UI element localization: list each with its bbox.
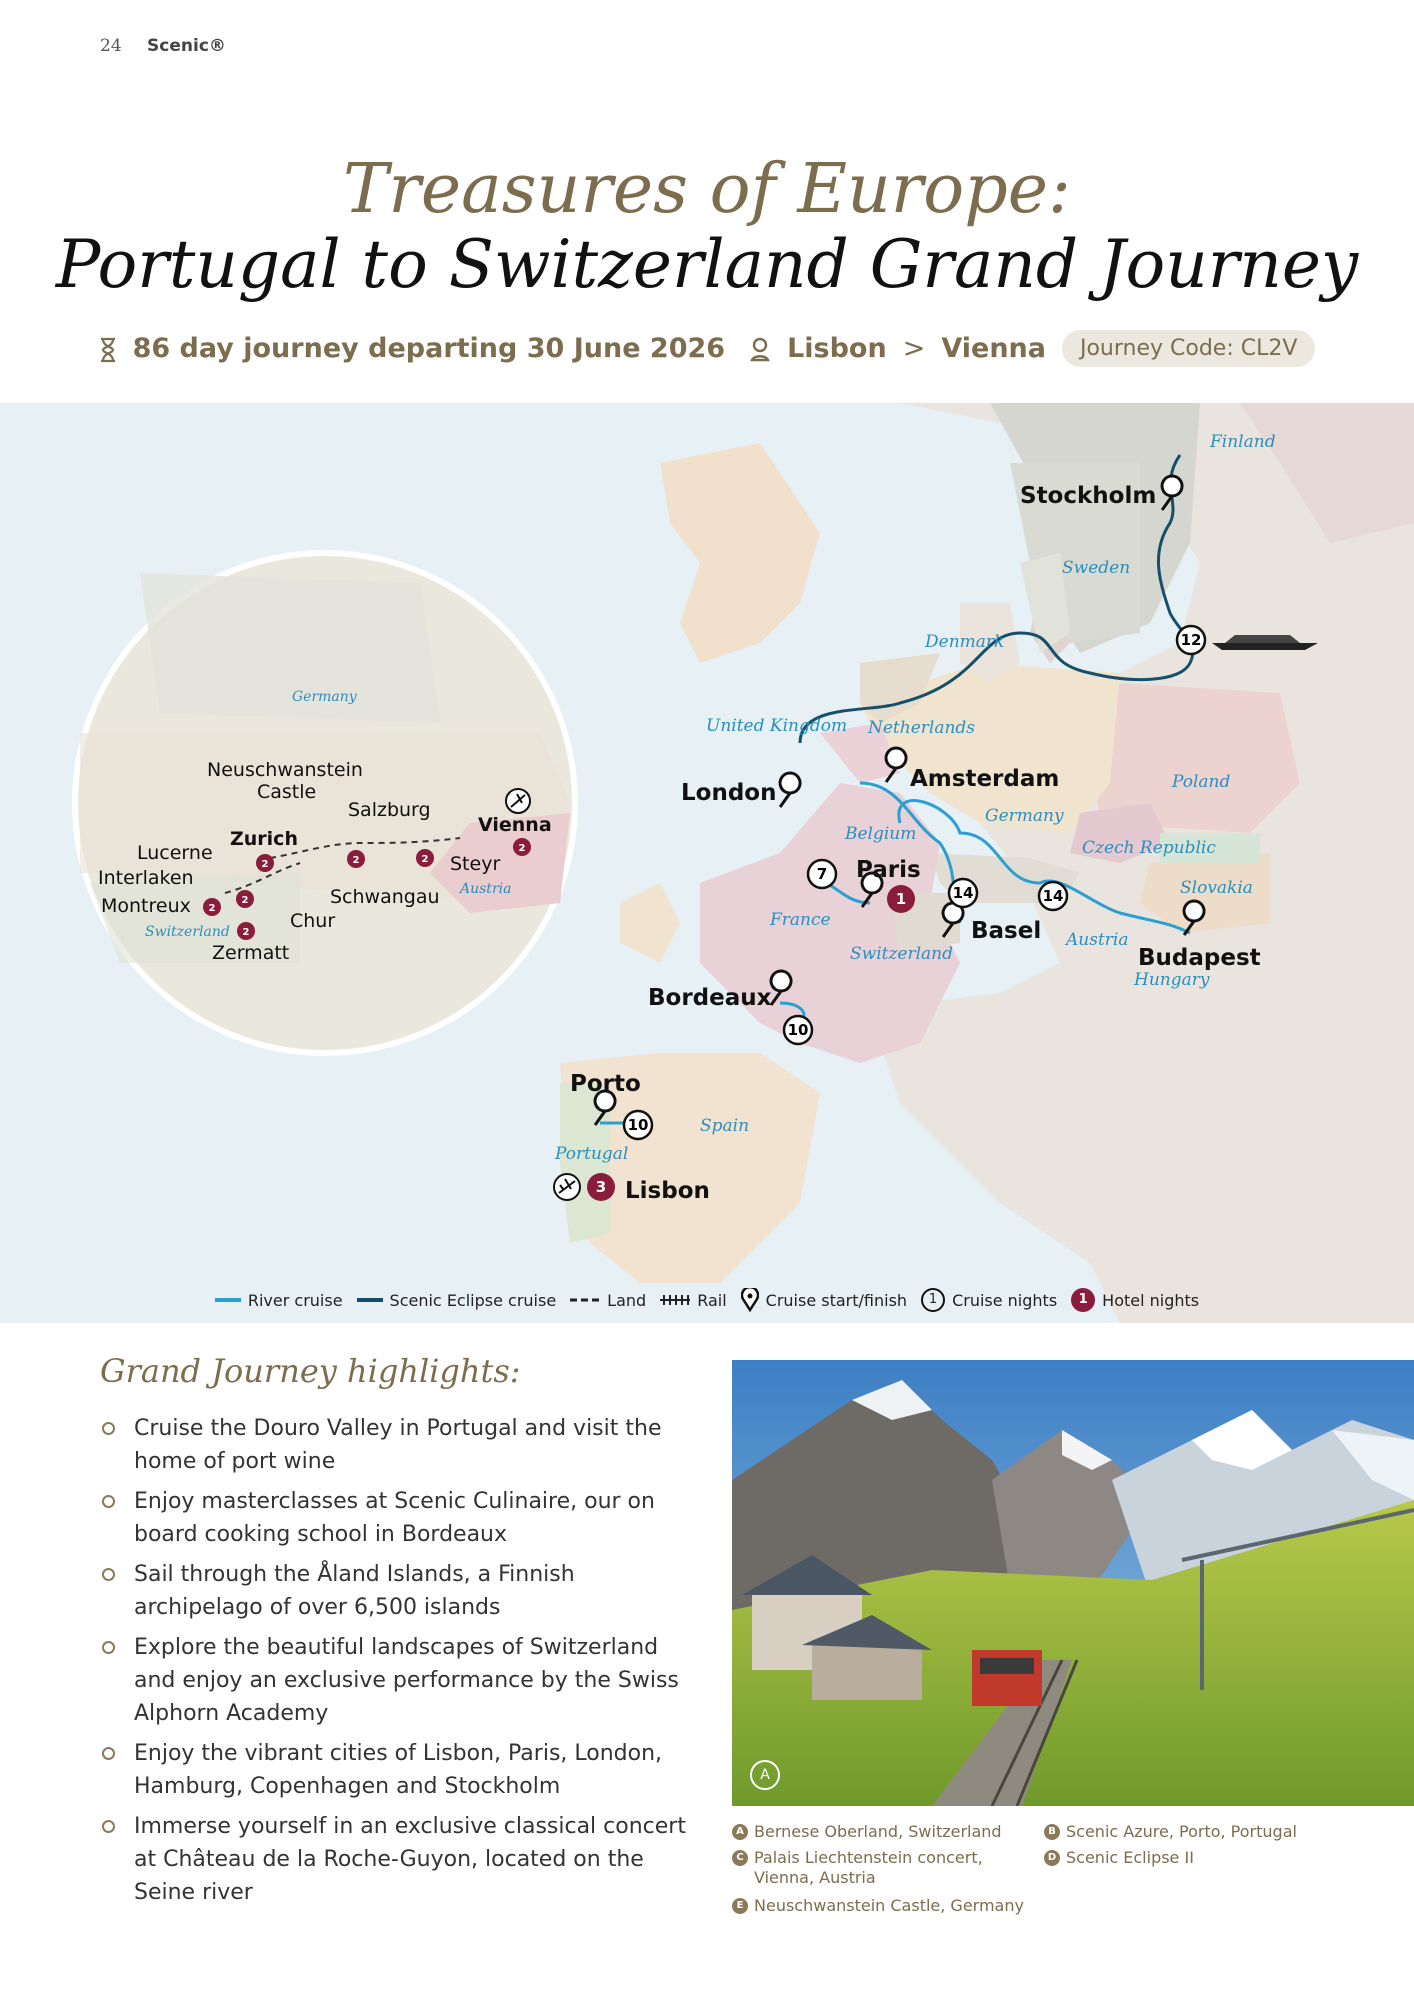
city-amsterdam: Amsterdam [910,766,1060,792]
highlight-item: Enjoy masterclasses at Scenic Culinaire, our on board cooking school in Bordeaux [100,1485,700,1551]
label-spain: Spain [700,1116,750,1136]
inset-hotel-salzburg: 2 [421,854,429,865]
inset-city-zermatt: Zermatt [212,942,290,964]
cruise-nights-budapest: 14 [1042,887,1064,905]
cruise-nights-basel: 14 [952,884,974,902]
highlight-item: Enjoy the vibrant cities of Lisbon, Paris, London, Hamburg, Copenhagen and Stockholm [100,1737,700,1803]
journey-meta [0,330,1414,367]
caption-b [1044,1822,1404,1842]
legend-land [570,1291,646,1310]
legend-start [741,1288,907,1312]
label-finland: Finland [1210,432,1276,452]
photo-marker: A [750,1760,780,1790]
inset-airplane-icon [506,789,530,813]
journey-duration: 86 day journey departing 30 June 2026 [132,333,726,364]
brand-name: Scenic® [147,36,226,56]
legend-cruise-nights [921,1288,1057,1312]
page-header [100,36,226,56]
city-budapest: Budapest [1138,945,1261,971]
label-switzerland: Switzerland [850,944,954,964]
inset-map [75,553,575,1053]
legend-hotel-nights [1071,1288,1199,1312]
hotel-nights-lisbon: 3 [595,1178,607,1196]
cruise-nights-stockholm: 12 [1180,631,1202,649]
inset-hotel-montreux: 2 [208,903,216,914]
inset-hotel-interlaken: 2 [241,895,249,906]
highlight-item: Cruise the Douro Valley in Portugal and visit the home of port wine [100,1412,700,1478]
label-sweden: Sweden [1062,558,1131,578]
city-porto: Porto [570,1071,641,1097]
highlight-item: Immerse yourself in an exclusive classical concert at Château de la Roche-Guyon, located on the Seine river [100,1810,700,1909]
page-number: 24 [100,36,122,56]
inset-city-montreux: Montreux [101,895,191,917]
caption-text: Palais Liechtenstein concert, Vienna, Austria [754,1848,983,1887]
caption-badge: E [732,1898,748,1914]
city-basel: Basel [971,918,1042,944]
inset-city-lucerne: Lucerne [137,842,213,864]
label-uk: United Kingdom [706,716,848,736]
inset-city-schwangau: Schwangau [330,886,440,908]
legend-eclipse [357,1291,557,1310]
caption-text: Neuschwanstein Castle, Germany [754,1896,1024,1915]
inset-city-zurich: Zurich [230,828,298,850]
city-lisbon: Lisbon [625,1178,710,1204]
journey-to: Vienna [941,333,1046,364]
legend-eclipse-label: Scenic Eclipse cruise [389,1290,557,1310]
europe-map [0,403,1414,1323]
journey-code: Journey Code: CL2V [1062,330,1315,367]
inset-label-austria: Austria [460,881,512,897]
highlights-list [100,1412,700,1916]
legend-hotel-badge: 1 [1071,1288,1095,1312]
legend-hotel-nights-label: Hotel nights [1102,1290,1200,1310]
highlight-item: Sail through the Åland Islands, a Finnish archipelago of over 6,500 islands [100,1558,700,1624]
inset-hotel-schwangau: 2 [352,855,360,866]
caption-e [732,1896,1072,1916]
inset-city-chur: Chur [290,910,336,932]
inset-city-steyr: Steyr [450,853,501,875]
label-germany: Germany [985,806,1064,826]
inset-city-neuschwanstein-castle: Castle [257,781,317,803]
bernese-oberland-photo [732,1360,1414,1806]
caption-badge: C [732,1850,748,1866]
label-denmark: Denmark [925,632,1005,652]
cruise-nights-bordeaux: 10 [787,1021,809,1039]
cruise-nights-paris: 7 [816,865,828,883]
map-legend [0,1288,1414,1312]
caption-text: Scenic Eclipse II [1066,1848,1194,1867]
highlights-title: Grand Journey highlights: [100,1352,521,1390]
caption-d [1044,1848,1404,1868]
inset-city-interlaken: Interlaken [98,867,194,889]
inset-city-salzburg: Salzburg [348,799,431,821]
inset-hotel-zermatt: 2 [242,927,250,938]
label-belgium: Belgium [845,824,917,844]
label-poland: Poland [1172,772,1231,792]
city-stockholm: Stockholm [1020,483,1157,509]
inset-hotel-vienna: 2 [518,843,526,854]
legend-rail-label: Rail [697,1290,727,1310]
label-slovakia: Slovakia [1180,878,1253,898]
label-netherlands: Netherlands [868,718,976,738]
label-hungary: Hungary [1134,970,1210,990]
label-france: France [770,910,831,930]
caption-a [732,1822,1032,1842]
cruise-nights-porto: 10 [627,1116,649,1134]
caption-badge: D [1044,1850,1060,1866]
journey-from: Lisbon [787,333,887,364]
city-london: London [681,780,777,806]
legend-cruise-badge: 1 [921,1288,945,1312]
airplane-icon [554,1174,580,1200]
label-austria: Austria [1066,930,1129,950]
caption-c [732,1848,1002,1888]
caption-text: Scenic Azure, Porto, Portugal [1066,1822,1297,1841]
city-bordeaux: Bordeaux [648,985,772,1011]
inset-hotel-zurich: 2 [261,859,269,870]
label-portugal: Portugal [555,1144,629,1164]
inset-city-vienna: Vienna [478,814,552,836]
inset-label-germany: Germany [292,689,357,705]
caption-badge: A [732,1824,748,1840]
journey-separator: > [902,333,926,364]
title-line2: Portugal to Switzerland Grand Journey [55,226,1359,303]
title-line1: Treasures of Europe: [343,150,1071,229]
legend-start-label: Cruise start/finish [765,1290,908,1310]
inset-label-switzerland: Switzerland [145,924,230,940]
caption-text: Bernese Oberland, Switzerland [754,1822,1002,1841]
inset-city-neuschwanstein: Neuschwanstein [207,759,363,781]
legend-river [215,1291,343,1310]
highlight-item: Explore the beautiful landscapes of Switzerland and enjoy an exclusive performance by the Swiss Alphorn Academy [100,1631,700,1730]
legend-river-label: River cruise [247,1290,343,1310]
legend-cruise-nights-label: Cruise nights [952,1290,1058,1310]
hotel-nights-paris: 1 [895,890,907,908]
legend-rail [660,1291,726,1310]
legend-land-label: Land [607,1290,647,1310]
city-paris: Paris [856,857,921,883]
location-icon [749,333,771,364]
hourglass-icon [99,333,117,364]
caption-badge: B [1044,1824,1060,1840]
label-czech: Czech Republic [1082,838,1216,858]
